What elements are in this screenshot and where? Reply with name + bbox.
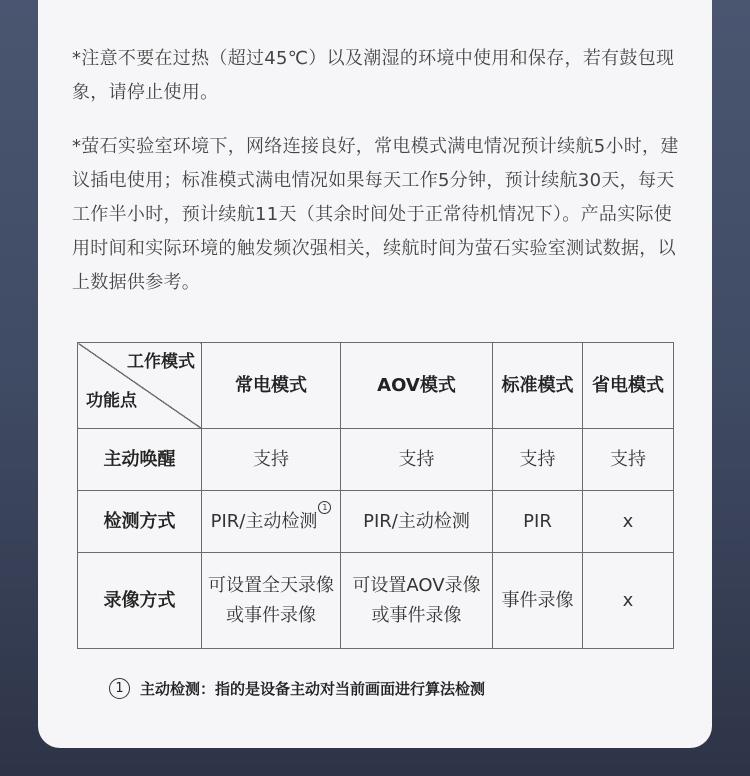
table-row: [78, 429, 674, 491]
row-label-active-wake: 主动唤醒: [78, 429, 202, 491]
table-cell: x: [583, 553, 674, 649]
mode-header-always-on: 常电模式: [202, 343, 341, 429]
table-header-row: [78, 343, 674, 429]
table-corner-cell: [78, 343, 202, 429]
table-cell: 事件录像: [493, 553, 583, 649]
table-cell: 支持: [202, 429, 341, 491]
table-cell: 支持: [341, 429, 493, 491]
mode-comparison-table: [77, 342, 674, 649]
table-cell: [202, 491, 341, 553]
table-cell: PIR: [493, 491, 583, 553]
row-label-recording: 录像方式: [78, 553, 202, 649]
mode-header-standard: 标准模式: [493, 343, 583, 429]
table-cell: x: [583, 491, 674, 553]
content-card: [38, 0, 712, 748]
footnote-text: 主动检测：指的是设备主动对当前画面进行算法检测: [140, 680, 486, 698]
table-cell: 支持: [583, 429, 674, 491]
cell-text: PIR/主动检测: [210, 510, 318, 532]
table-row: [78, 491, 674, 553]
table-cell: PIR/主动检测: [341, 491, 493, 553]
battery-life-note: *萤石实验室环境下，网络连接良好，常电模式满电情况预计续航5小时，建议插电使用；标准模式满电情况如果每天工作5分钟，预计续航30天，每天工作半小时，预计续航11天（其余时间处于正常待机情况下）。产品实际使用时间和实际环境的触发频次强相关，续航时间为萤石实验室测试数据，以上数据供参考。: [72, 136, 679, 293]
mode-header-aov: AOV模式: [341, 343, 493, 429]
table-cell: 可设置AOV录像 或事件录像: [341, 553, 493, 649]
corner-label-feature: 功能点: [86, 391, 137, 411]
corner-label-mode: 工作模式: [127, 352, 195, 372]
table-cell: 可设置全天录像 或事件录像: [202, 553, 341, 649]
footnote-number: 1: [109, 678, 130, 699]
mode-header-power-saving: 省电模式: [583, 343, 674, 429]
row-label-detection: 检测方式: [78, 491, 202, 553]
overheat-warning-note: *注意不要在过热（超过45℃）以及潮湿的环境中使用和保存，若有鼓包现象，请停止使用。: [72, 48, 675, 103]
footnote-marker: 1: [318, 501, 331, 514]
footnote: [109, 678, 485, 699]
table-row: [78, 553, 674, 649]
table-cell: 支持: [493, 429, 583, 491]
